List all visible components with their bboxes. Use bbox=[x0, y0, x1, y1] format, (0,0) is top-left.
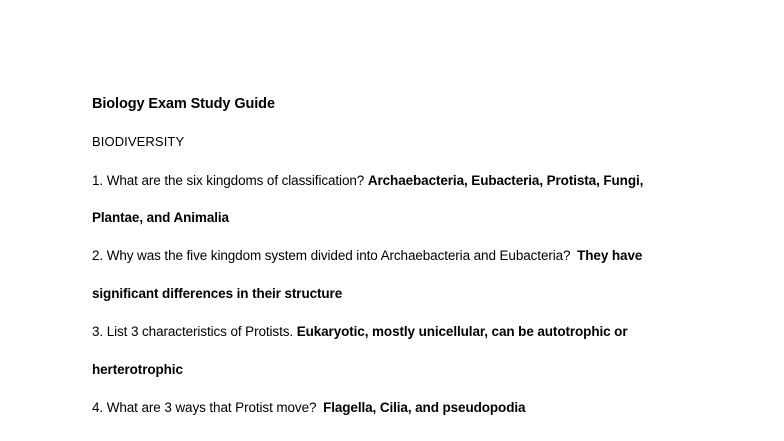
question-2-text: 2. Why was the five kingdom system divided into Archaebacteria and Eubacteria? bbox=[92, 248, 571, 263]
question-2 bbox=[92, 247, 642, 265]
answer-1-line-1: Archaebacteria, Eubacteria, Protista, Fungi, bbox=[367, 173, 644, 188]
answer-2-line-2: significant differences in their structure bbox=[92, 286, 343, 301]
question-3-text: 3. List 3 characteristics of Protists. bbox=[92, 324, 294, 339]
question-1 bbox=[92, 172, 643, 190]
question-4-text: 4. What are 3 ways that Protist move? bbox=[92, 400, 317, 415]
question-1-text: 1. What are the six kingdoms of classification? bbox=[92, 173, 365, 188]
answer-4-line-1: Flagella, Cilia, and pseudopodia bbox=[323, 400, 526, 415]
answer-1-line-2: Plantae, and Animalia bbox=[92, 210, 229, 225]
question-3 bbox=[92, 323, 627, 341]
answer-3-line-2: herterotrophic bbox=[92, 362, 183, 377]
question-4 bbox=[92, 399, 525, 417]
section-heading: BIODIVERSITY bbox=[92, 134, 185, 149]
document-title: Biology Exam Study Guide bbox=[92, 96, 275, 112]
answer-2-line-1: They have bbox=[577, 248, 643, 263]
answer-3-line-1: Eukaryotic, mostly unicellular, can be autotrophic or bbox=[296, 324, 628, 339]
